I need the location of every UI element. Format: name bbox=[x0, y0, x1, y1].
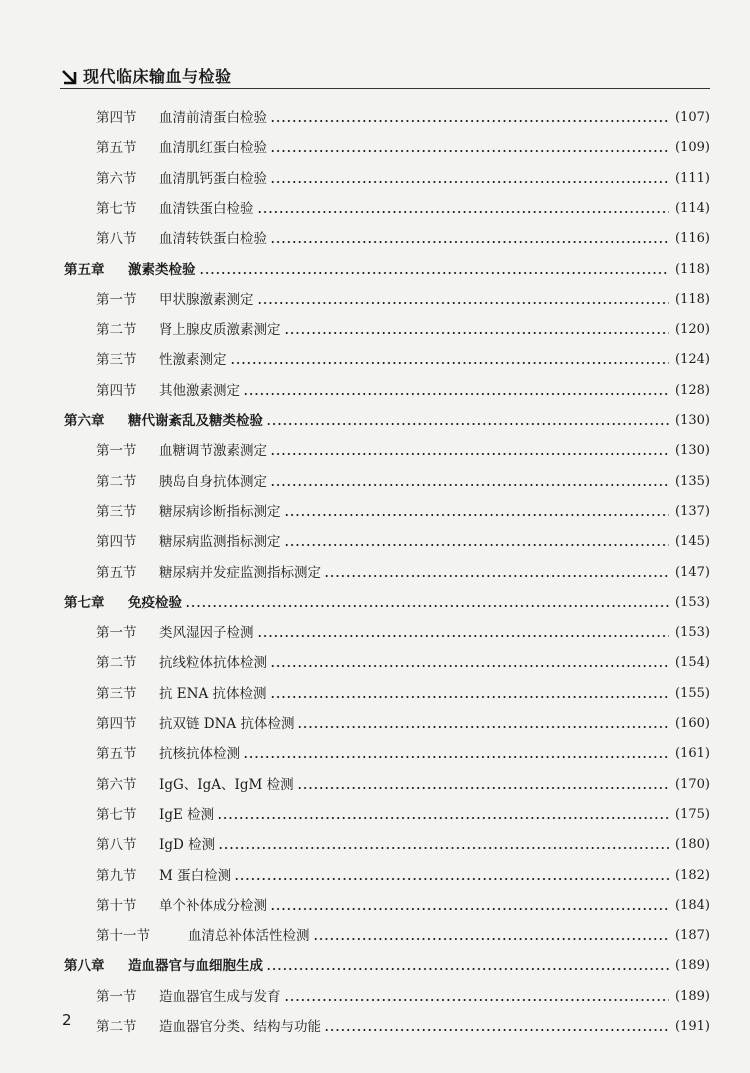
dot-leader bbox=[284, 514, 670, 516]
toc-entry-page: (116) bbox=[675, 231, 710, 247]
toc-entry-number: 第五节 bbox=[96, 746, 137, 763]
toc-entry-title: 免疫检验 bbox=[128, 594, 182, 611]
dot-leader bbox=[234, 878, 669, 880]
toc-section-entry bbox=[96, 289, 710, 311]
toc-section-entry bbox=[96, 562, 710, 584]
toc-entry-page: (124) bbox=[675, 352, 710, 368]
toc-entry-number: 第四节 bbox=[96, 382, 137, 399]
toc-entry-title: 血清肌红蛋白检验 bbox=[159, 140, 267, 157]
toc-section-entry bbox=[96, 895, 710, 917]
dot-leader bbox=[218, 847, 669, 849]
dot-leader bbox=[284, 999, 670, 1001]
toc-section-entry bbox=[96, 440, 710, 462]
toc-entry-page: (191) bbox=[675, 1019, 710, 1034]
toc-entry-title: 甲状腺激素测定 bbox=[159, 291, 254, 308]
toc-entry-title: 糖代谢紊乱及糖类检验 bbox=[128, 413, 263, 429]
toc-entry-title: 糖尿病诊断指标测定 bbox=[159, 503, 281, 520]
toc-entry-number: 第八章 bbox=[64, 958, 105, 975]
dot-leader bbox=[284, 332, 670, 334]
toc-entry-title: 激素类检验 bbox=[128, 261, 196, 278]
toc-entry-title: 糖尿病监测指标测定 bbox=[159, 534, 281, 551]
toc-section-entry bbox=[96, 834, 710, 856]
toc-section-entry bbox=[96, 471, 710, 493]
toc-entry-title: 血清铁蛋白检验 bbox=[159, 200, 254, 217]
toc-entry-number: 第八节 bbox=[96, 837, 137, 854]
toc-section-entry bbox=[96, 774, 710, 796]
dot-leader bbox=[230, 362, 670, 364]
toc-entry-page: (107) bbox=[675, 110, 710, 125]
toc-entry-page: (147) bbox=[675, 564, 710, 580]
toc-entry-page: (154) bbox=[675, 655, 710, 671]
toc-section-entry bbox=[96, 168, 710, 190]
toc-entry-number: 第一节 bbox=[96, 988, 137, 1005]
dot-leader bbox=[270, 241, 669, 243]
toc-chapter-entry bbox=[64, 410, 710, 432]
toc-entry-page: (130) bbox=[675, 443, 710, 459]
toc-section-entry bbox=[96, 925, 710, 947]
toc-entry-title: 造血器官生成与发育 bbox=[159, 988, 281, 1005]
toc-section-entry bbox=[96, 349, 710, 371]
toc-section-entry bbox=[96, 228, 710, 250]
toc-entry-page: (135) bbox=[675, 473, 710, 489]
toc-entry-number: 第三节 bbox=[96, 685, 137, 702]
toc-entry-page: (175) bbox=[675, 806, 710, 822]
dot-leader bbox=[297, 726, 669, 728]
toc-entry-page: (189) bbox=[675, 958, 710, 974]
toc-entry-page: (111) bbox=[675, 170, 710, 186]
toc-entry-number: 第六节 bbox=[96, 776, 137, 793]
toc-entry-title: 糖尿病并发症监测指标测定 bbox=[159, 564, 321, 581]
toc-entry-number: 第一节 bbox=[96, 625, 137, 642]
toc-entry-number: 第二节 bbox=[96, 655, 137, 672]
toc-entry-title: 血清总补体活性检测 bbox=[188, 928, 310, 945]
toc-entry-number: 第六章 bbox=[64, 413, 105, 429]
toc-entry-page: (137) bbox=[675, 503, 710, 519]
toc-entry-page: (120) bbox=[675, 322, 710, 338]
dot-leader bbox=[270, 696, 670, 698]
toc-entry-title: IgD 检测 bbox=[159, 837, 216, 854]
toc-entry-page: (118) bbox=[675, 291, 710, 307]
toc-entry-number: 第一节 bbox=[96, 443, 137, 460]
toc-entry-title: 抗核抗体检测 bbox=[159, 746, 240, 763]
toc-chapter-entry bbox=[64, 259, 710, 281]
dot-leader bbox=[270, 181, 669, 183]
toc-section-entry bbox=[96, 743, 710, 765]
toc-entry-number: 第七节 bbox=[96, 806, 137, 823]
toc-section-entry bbox=[96, 198, 710, 220]
dot-leader bbox=[270, 150, 669, 152]
toc-entry-page: (182) bbox=[675, 867, 710, 883]
toc-entry-page: (118) bbox=[675, 261, 710, 277]
dot-leader bbox=[199, 272, 670, 274]
toc-entry-title: 肾上腺皮质激素测定 bbox=[159, 322, 281, 339]
toc-entry-page: (187) bbox=[675, 928, 710, 944]
toc-entry-number: 第四节 bbox=[96, 716, 137, 732]
toc-entry-page: (153) bbox=[675, 625, 710, 641]
toc-section-entry bbox=[96, 652, 710, 674]
toc-chapter-entry bbox=[64, 592, 710, 614]
toc-section-entry bbox=[96, 622, 710, 644]
dot-leader bbox=[243, 756, 669, 758]
toc-entry-page: (160) bbox=[675, 716, 710, 731]
toc-section-entry bbox=[96, 986, 710, 1008]
dot-leader bbox=[257, 635, 670, 637]
toc-entry-page: (189) bbox=[675, 988, 710, 1004]
dot-leader bbox=[270, 453, 669, 455]
page-number: 2 bbox=[62, 1011, 72, 1029]
toc-section-entry bbox=[96, 137, 710, 159]
dot-leader bbox=[270, 908, 669, 910]
dot-leader bbox=[324, 575, 669, 577]
toc-entry-page: (170) bbox=[675, 776, 710, 792]
toc-entry-title: 抗线粒体抗体检测 bbox=[159, 655, 267, 672]
toc-entry-number: 第五节 bbox=[96, 564, 137, 581]
toc-entry-title: 造血器官分类、结构与功能 bbox=[159, 1019, 321, 1035]
toc-entry-number: 第三节 bbox=[96, 503, 137, 520]
dot-leader bbox=[217, 817, 669, 819]
toc-section-entry bbox=[96, 1016, 710, 1038]
toc-entry-title: IgG、IgA、IgM 检测 bbox=[159, 776, 294, 793]
toc-entry-title: 造血器官与血细胞生成 bbox=[128, 958, 263, 975]
toc-entry-number: 第七节 bbox=[96, 200, 137, 217]
toc-entry-page: (109) bbox=[675, 140, 710, 156]
toc-entry-page: (161) bbox=[675, 746, 710, 762]
toc-entry-number: 第九节 bbox=[96, 867, 137, 884]
dot-leader bbox=[266, 423, 669, 425]
toc-section-entry bbox=[96, 865, 710, 887]
toc-entry-title: 其他激素测定 bbox=[159, 382, 240, 399]
dot-leader bbox=[257, 211, 670, 213]
toc-entry-number: 第三节 bbox=[96, 352, 137, 369]
dot-leader bbox=[185, 605, 669, 607]
toc-entry-page: (155) bbox=[675, 685, 710, 701]
toc-entry-number: 第六节 bbox=[96, 170, 137, 187]
toc-entry-title: 胰岛自身抗体测定 bbox=[159, 473, 267, 490]
toc-entry-title: M 蛋白检测 bbox=[159, 867, 232, 884]
toc-entry-title: 血清肌钙蛋白检验 bbox=[159, 170, 267, 187]
dot-leader bbox=[324, 1029, 669, 1031]
dot-leader bbox=[270, 484, 669, 486]
toc-entry-number: 第二节 bbox=[96, 322, 137, 339]
toc-entry-number: 第四节 bbox=[96, 110, 137, 126]
toc-section-entry bbox=[96, 107, 710, 129]
toc-entry-number: 第二节 bbox=[96, 1019, 137, 1035]
toc-entry-page: (130) bbox=[675, 413, 710, 428]
toc-entry-title: 单个补体成分检测 bbox=[159, 897, 267, 914]
toc-entry-page: (153) bbox=[675, 594, 710, 610]
dot-leader bbox=[243, 393, 669, 395]
toc-entry-number: 第五节 bbox=[96, 140, 137, 157]
dot-leader bbox=[270, 665, 669, 667]
toc-section-entry bbox=[96, 501, 710, 523]
toc-entry-title: 血清转铁蛋白检验 bbox=[159, 231, 267, 248]
toc-entry-title: 血糖调节激素测定 bbox=[159, 443, 267, 460]
toc-entry-number: 第一节 bbox=[96, 291, 137, 308]
toc-entry-number: 第四节 bbox=[96, 534, 137, 551]
toc-entry-title: 血清前清蛋白检验 bbox=[159, 110, 267, 126]
toc-entry-number: 第十一节 bbox=[96, 928, 150, 945]
toc-entry-page: (128) bbox=[675, 382, 710, 398]
dot-leader bbox=[284, 544, 670, 546]
toc-entry-page: (184) bbox=[675, 897, 710, 913]
toc-entry-title: 抗双链 DNA 抗体检测 bbox=[159, 716, 295, 732]
toc-entry-number: 第七章 bbox=[64, 594, 105, 611]
toc-entry-page: (180) bbox=[675, 837, 710, 853]
toc-entry-title: 抗 ENA 抗体检测 bbox=[159, 685, 267, 702]
toc-entry-title: IgE 检测 bbox=[159, 806, 215, 823]
dot-leader bbox=[257, 302, 670, 304]
dot-leader bbox=[266, 968, 669, 970]
dot-leader bbox=[297, 787, 669, 789]
dot-leader bbox=[313, 938, 670, 940]
toc-section-entry bbox=[96, 531, 710, 553]
toc-entry-title: 性激素测定 bbox=[159, 352, 227, 369]
toc-entry-number: 第二节 bbox=[96, 473, 137, 490]
dot-leader bbox=[270, 120, 669, 122]
toc-entry-number: 第五章 bbox=[64, 261, 105, 278]
toc-chapter-entry bbox=[64, 955, 710, 977]
toc-entry-number: 第十节 bbox=[96, 897, 137, 914]
toc-section-entry bbox=[96, 804, 710, 826]
toc-entry-title: 类风湿因子检测 bbox=[159, 625, 254, 642]
book-title: 现代临床输血与检验 bbox=[83, 67, 232, 86]
toc-section-entry bbox=[96, 380, 710, 402]
toc-entry-page: (114) bbox=[675, 200, 710, 216]
toc-section-entry bbox=[96, 683, 710, 705]
toc-entry-page: (145) bbox=[675, 534, 710, 550]
toc-section-entry bbox=[96, 713, 710, 735]
toc-entry-number: 第八节 bbox=[96, 231, 137, 248]
toc-section-entry bbox=[96, 319, 710, 341]
